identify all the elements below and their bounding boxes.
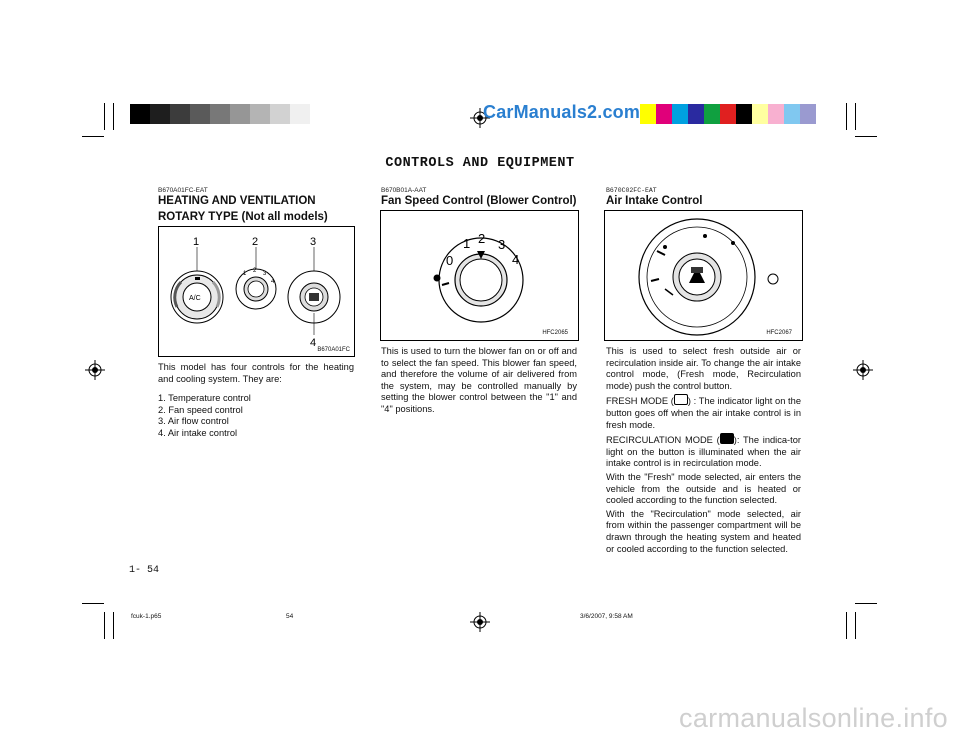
list-item: 3. Air flow control [158,416,229,427]
page-header: CONTROLS AND EQUIPMENT [385,156,575,171]
gray-swatch [130,104,150,124]
crop-mark [113,103,114,130]
svg-text:3: 3 [263,271,267,277]
color-swatch [656,104,672,124]
list-item: 2. Fan speed control [158,404,243,415]
recirculation-mode-icon [720,433,734,444]
heater-controls-figure [158,226,355,357]
crop-mark [846,612,847,639]
figure-caption: B670A01FC [317,347,350,353]
svg-text:2: 2 [253,268,257,274]
fresh-mode-text: ) : The indicator light on the button goes off when the air intake control is in fresh mode. [606,396,801,430]
svg-text:4: 4 [271,279,275,285]
body-text [606,346,801,557]
color-scale-bar [640,104,816,124]
speed-0: 0 [446,253,454,268]
color-swatch [640,104,656,124]
watermark: carmanualsonline.info [679,703,948,733]
speed-4: 4 [512,252,520,267]
body-text: This is used to turn the blower fan on or off and to select the fan speed. This blower fan speed, and therefore the volume of air delivered from the system, may be controlled manually by setting the blower control between the "1" and "4" positions. [381,346,577,414]
gray-swatch [190,104,210,124]
callout-3: 3 [310,236,317,248]
gray-swatch [230,104,250,124]
footer-page: 54 [286,613,294,620]
footer-file: fcuk-1.p65 [131,613,162,620]
crop-mark [855,603,877,604]
speed-3: 3 [498,237,506,252]
paragraph: With the "Fresh" mode selected, air enters the vehicle from the outside and is heated or cooled according to the function selected. [606,471,801,506]
fresh-mode-label: FRESH MODE ( [606,396,674,407]
recirc-mode-label: RECIRCULATION MODE ( [606,435,720,446]
section-code: B670A01FC-EAT [158,187,208,194]
color-swatch [688,104,704,124]
gray-scale-bar [130,104,310,124]
color-swatch [720,104,736,124]
body-text [158,362,354,440]
gray-swatch [150,104,170,124]
callout-4: 4 [310,337,317,349]
speed-2: 2 [478,231,486,246]
section-title: Air Intake Control [606,195,703,207]
crop-mark [113,612,114,639]
gray-swatch [290,104,310,124]
gray-swatch [210,104,230,124]
section-title-line: ROTARY TYPE (Not all models) [158,211,328,223]
recirc-mode-text: ): The indica-tor light on the button is illuminated when the air intake control is in recirculation mode. [606,435,801,469]
site-logo[interactable]: CarManuals2.com [483,102,641,122]
section-title-line: HEATING AND VENTILATION [158,195,316,207]
callout-1: 1 [193,236,200,248]
section-title [158,193,358,225]
color-swatch [784,104,800,124]
ac-label: A/C [189,295,201,302]
footer-date: 3/6/2007, 9:58 AM [580,613,633,620]
color-swatch [768,104,784,124]
color-swatch [800,104,816,124]
section-code: B670B01A-AAT [381,187,427,194]
crop-mark [846,103,847,130]
crop-mark [104,103,105,130]
registration-target-icon [85,360,105,380]
crop-mark [82,603,104,604]
callout-2: 2 [252,236,259,248]
speed-1: 1 [463,236,471,251]
registration-target-icon [470,612,490,632]
color-swatch [704,104,720,124]
crop-mark [855,612,856,639]
svg-text:1: 1 [243,271,247,277]
list-item: 4. Air intake control [158,427,238,438]
gray-swatch [270,104,290,124]
figure-caption: HFC2067 [766,330,792,336]
crop-mark [104,612,105,639]
registration-target-icon [853,360,873,380]
intro-paragraph: This model has four controls for the heating and cooling system. They are: [158,362,354,384]
paragraph: With the "Recirculation" mode selected, air from within the passenger compartment will be drawn through the heating system and heated or cooled according to the function selected. [606,508,801,554]
section-title: Fan Speed Control (Blower Control) [381,195,577,207]
crop-mark [82,136,104,137]
paragraph [606,394,801,431]
fresh-mode-icon [674,394,688,405]
list-item: 1. Temperature control [158,393,251,404]
air-intake-figure [604,210,803,341]
figure-caption: HFC2065 [542,330,568,336]
gray-swatch [250,104,270,124]
color-swatch [752,104,768,124]
crop-mark [855,103,856,130]
section-code: B670C02FC-EAT [606,187,657,194]
color-swatch [736,104,752,124]
fan-speed-figure [380,210,579,341]
paragraph [606,433,801,470]
crop-mark [855,136,877,137]
paragraph: This is used to select fresh outside air or recirculation inside air. To change the air intake control mode, (Fresh mode, Recirculation mode) push the control button. [606,346,801,391]
page-number: 1- 54 [129,565,160,576]
color-swatch [672,104,688,124]
gray-swatch [170,104,190,124]
